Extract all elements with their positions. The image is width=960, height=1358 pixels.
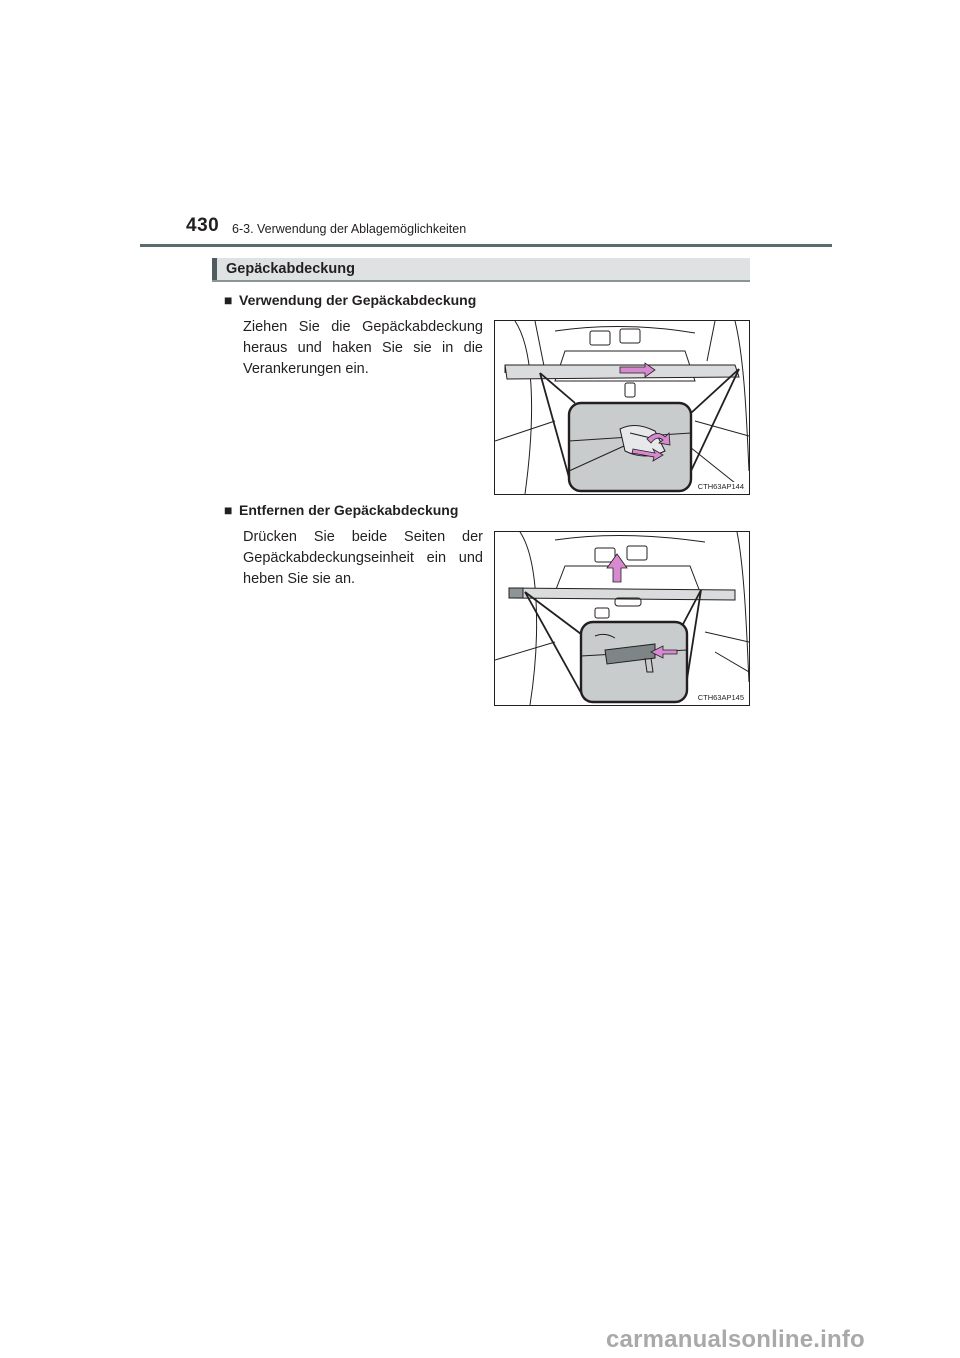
figure-remove-cover: [494, 531, 750, 706]
cargo-cover-pull-illustration: [495, 321, 749, 494]
bullet-square-icon: ■: [224, 292, 233, 308]
subheading-text: Entfernen der Gepäckabdeckung: [239, 502, 459, 518]
subheading-text: Verwendung der Gepäckabdeckung: [239, 292, 477, 308]
instruction-text-remove-cover: Drücken Sie beide Seiten der Gepäckabdeckungseinheit ein und heben Sie sie an.: [243, 529, 483, 587]
figure-code: CTH63AP145: [697, 693, 744, 702]
section-title: Gepäckabdeckung: [226, 261, 355, 277]
subheading-use-cover: [224, 292, 476, 308]
figure-use-cover: [494, 320, 750, 495]
cargo-cover-remove-illustration: [495, 532, 749, 705]
page-number: 430: [186, 215, 220, 236]
chapter-title: 6-3. Verwendung der Ablagemöglichkeiten: [232, 222, 467, 236]
header-rule: [140, 244, 832, 247]
section-header: [212, 258, 750, 282]
figure-code: CTH63AP144: [697, 482, 744, 491]
subheading-remove-cover: [224, 502, 458, 518]
instruction-text-use-cover: Ziehen Sie die Gepäckabdeckung heraus und haken Sie sie in die Verankerungen ein.: [243, 319, 483, 377]
footer-watermark: carmanualsonline.info: [606, 1326, 865, 1353]
bullet-square-icon: ■: [224, 502, 233, 518]
